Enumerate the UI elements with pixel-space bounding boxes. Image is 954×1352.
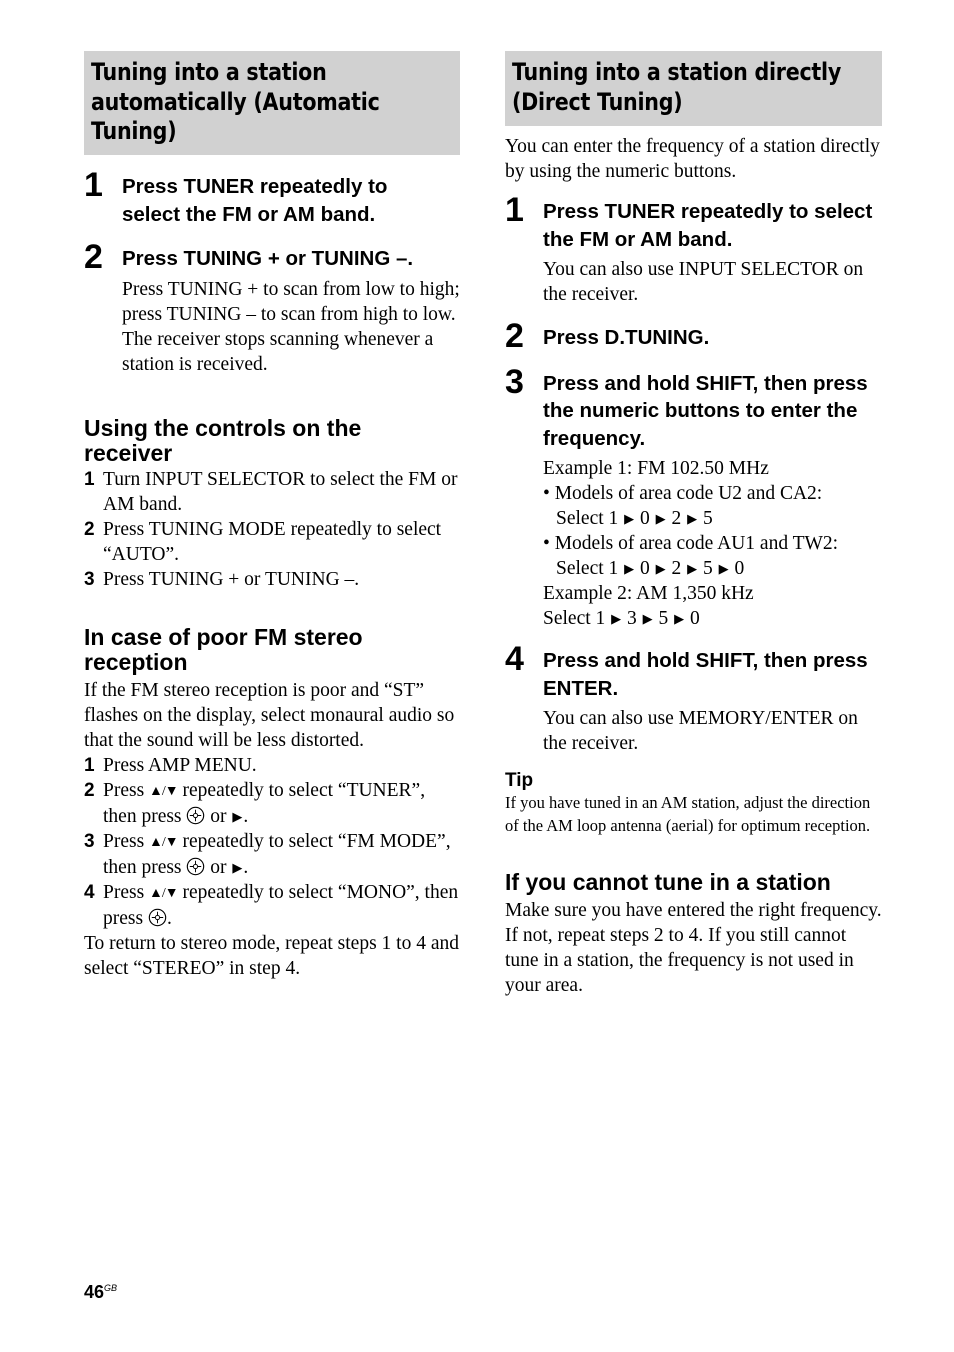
step-body-text: Press TUNING + to scan from low to high; press TUNING – to scan from high to low. (122, 278, 460, 325)
right-arrow-icon: ▶ (718, 561, 729, 576)
list-text: . (243, 805, 249, 827)
tip-text: If you have tuned in an AM station, adjust the direction of the AM loop antenna (aerial) for optimum reception. (505, 793, 871, 835)
key-digit: 0 (690, 608, 700, 629)
step-body: You can also use MEMORY/ENTER on the receiver. (543, 708, 858, 754)
right-arrow-icon: ▶ (624, 511, 635, 526)
key-digit: 2 (671, 558, 682, 579)
section-title-line: Tuning) (91, 117, 177, 145)
list-item (84, 467, 460, 517)
list-number: 4 (84, 881, 95, 903)
select-word: Select (556, 508, 609, 529)
right-arrow-icon: ▶ (232, 808, 243, 824)
page-region-suffix: GB (104, 1283, 118, 1293)
step-number: 4 (505, 640, 524, 678)
list-text: repeatedly to select “TUNER”, then press (103, 779, 426, 827)
section-title-line: (Direct Tuning) (512, 87, 683, 116)
list-number: 2 (84, 779, 95, 801)
list-number: 2 (84, 518, 95, 540)
select-word: Select (543, 608, 596, 629)
key-digit: 5 (703, 508, 713, 529)
controls-list (84, 467, 460, 592)
right-arrow-icon: ▶ (232, 859, 243, 875)
key-digit: 0 (640, 558, 650, 579)
list-item (84, 778, 460, 829)
list-text: . (243, 856, 249, 878)
bullet-line: • Models of area code AU1 and TW2: (543, 533, 839, 554)
enter-button-icon (186, 857, 205, 876)
right-arrow-icon: ▶ (674, 611, 685, 626)
key-digit: 1 (595, 608, 606, 629)
step-number: 3 (505, 362, 524, 401)
direct-tuning-intro: You can enter the frequency of a station directly by using the numeric buttons. (505, 136, 880, 182)
step-body (543, 456, 882, 631)
list-text: Press (103, 779, 150, 801)
cannot-tune-text: Make sure you have entered the right frequency. If not, repeat steps 2 to 4. If you still cannot tune in a station, the frequency is not used in your area. (505, 900, 882, 996)
key-digit: 1 (608, 508, 619, 529)
step-number: 2 (84, 238, 103, 276)
step-title: Press D.TUNING. (543, 326, 710, 349)
up-down-arrows-icon: ▲/▼ (149, 885, 178, 901)
poor-reception-outro: To return to stereo mode, repeat steps 1 to 4 and select “STEREO” in step 4. (84, 932, 459, 979)
up-down-arrows-icon: ▲/▼ (149, 783, 178, 799)
step-number: 1 (84, 166, 103, 204)
step-title: Press TUNER repeatedly to select the FM or AM band. (543, 200, 873, 251)
list-item (84, 829, 460, 880)
step-2 (84, 238, 460, 377)
right-arrow-icon: ▶ (687, 561, 698, 576)
list-text: . (166, 907, 172, 929)
step-body-text: The receiver stops scanning whenever a station is received. (122, 328, 434, 375)
select-word: Select (556, 558, 609, 579)
right-arrow-icon: ▶ (624, 561, 635, 576)
list-item (84, 567, 460, 592)
step-3 (505, 362, 882, 632)
key-digit: 0 (640, 508, 650, 529)
section-title-line: automatically (Automatic (91, 87, 380, 116)
list-number: 1 (84, 468, 95, 490)
page-number-value: 46 (84, 1282, 105, 1302)
list-text: repeatedly to select “MONO”, then press (103, 881, 459, 929)
list-text: Turn INPUT SELECTOR to select the FM or AM band. (103, 468, 458, 515)
right-arrow-icon: ▶ (687, 511, 698, 526)
up-down-arrows-icon: ▲/▼ (149, 834, 178, 850)
key-sequence (543, 506, 882, 531)
step-title: Press and hold SHIFT, then press ENTER. (543, 649, 868, 700)
list-text: repeatedly to select “FM MODE”, then press (103, 830, 451, 878)
section-title-automatic-tuning (84, 51, 460, 155)
step-title: Press TUNER repeatedly to select the FM or AM band. (122, 175, 388, 226)
key-digit: 3 (627, 608, 637, 629)
list-text: or (205, 856, 232, 878)
key-digit: 5 (703, 558, 713, 579)
list-text: Press AMP MENU. (103, 754, 257, 776)
tip-label: Tip (505, 770, 534, 791)
poor-reception-intro: If the FM stereo reception is poor and “ST” flashes on the display, select monaural audio so that the sound will be less distorted. (84, 679, 455, 751)
key-digit: 1 (608, 558, 619, 579)
step-1 (84, 166, 460, 228)
section-title-direct-tuning (505, 51, 882, 126)
list-text: or (205, 805, 232, 827)
key-sequence (543, 556, 882, 581)
key-digit: 5 (658, 608, 669, 629)
step-title: Press TUNING + or TUNING –. (122, 247, 414, 270)
example-line: Example 2: AM 1,350 kHz (543, 583, 754, 604)
poor-reception-heading: In case of poor FM stereo reception (84, 623, 363, 675)
step-4 (505, 640, 882, 756)
list-text: Press TUNING + or TUNING –. (103, 568, 360, 590)
key-digit: 0 (734, 558, 745, 579)
step-number: 1 (505, 191, 524, 229)
list-text: Press (103, 830, 150, 852)
list-number: 3 (84, 568, 95, 590)
enter-button-icon (186, 806, 205, 825)
step-2 (505, 317, 882, 355)
section-title-line: Tuning into a station (91, 58, 327, 86)
list-item (84, 753, 460, 778)
enter-button-icon (148, 908, 167, 927)
cannot-tune-heading: If you cannot tune in a station (505, 869, 831, 895)
key-sequence (543, 606, 882, 631)
step-1 (505, 191, 882, 307)
bullet-line: • Models of area code U2 and CA2: (543, 483, 823, 504)
list-item (84, 517, 460, 567)
right-arrow-icon: ▶ (611, 611, 622, 626)
key-digit: 2 (671, 508, 682, 529)
poor-reception-list (84, 753, 460, 931)
right-column (505, 51, 882, 998)
list-number: 3 (84, 830, 95, 852)
page-number (84, 1282, 117, 1303)
list-item (84, 880, 460, 931)
controls-heading: Using the controls on the receiver (84, 414, 362, 466)
list-text: Press (103, 881, 150, 903)
example-line: Example 1: FM 102.50 MHz (543, 458, 769, 479)
list-text: Press TUNING MODE repeatedly to select “AUTO”. (103, 518, 442, 565)
right-arrow-icon: ▶ (655, 511, 666, 526)
step-body (122, 277, 460, 377)
right-arrow-icon: ▶ (642, 611, 653, 626)
step-number: 2 (505, 317, 524, 355)
list-number: 1 (84, 754, 95, 776)
step-body: You can also use INPUT SELECTOR on the receiver. (543, 259, 864, 305)
section-title-line: Tuning into a station directly (512, 58, 842, 86)
step-title: Press and hold SHIFT, then press the numeric buttons to enter the frequency. (543, 371, 868, 450)
left-column (84, 51, 460, 981)
right-arrow-icon: ▶ (655, 561, 666, 576)
